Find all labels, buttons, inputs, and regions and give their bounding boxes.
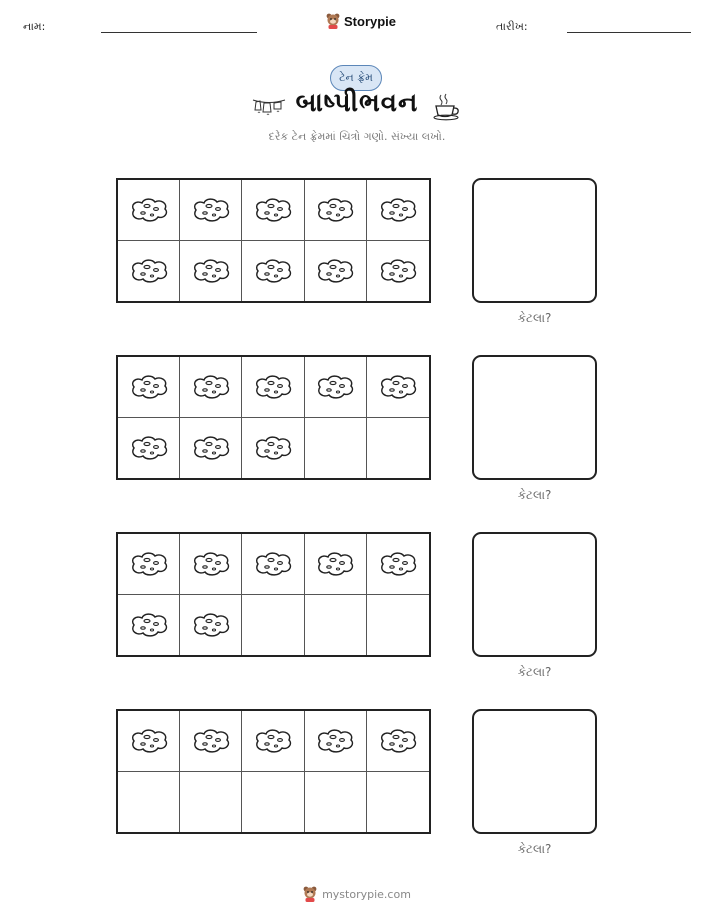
count-question: કેટલા? — [517, 842, 552, 856]
name-line[interactable] — [101, 32, 257, 33]
puddle-icon — [190, 257, 232, 285]
ten-frame-cell — [367, 241, 429, 302]
puddle-icon — [314, 373, 356, 401]
ten-frame-cell — [242, 357, 304, 418]
ten-frame-cell — [367, 534, 429, 595]
ten-frame-cell — [118, 180, 180, 241]
puddle-icon — [314, 550, 356, 578]
ten-frame-cell — [367, 711, 429, 772]
ten-frame-cell — [242, 241, 304, 302]
ten-frame-cell — [242, 534, 304, 595]
ten-frame-cell — [367, 180, 429, 241]
ten-frame-cell — [305, 418, 367, 479]
puddle-icon — [128, 257, 170, 285]
puddle-icon — [190, 196, 232, 224]
ten-frame-cell — [118, 241, 180, 302]
date-label: તારીખ: — [496, 20, 528, 33]
puddle-icon — [128, 727, 170, 755]
steaming-cup-icon — [432, 93, 462, 121]
puddle-icon — [128, 550, 170, 578]
ten-frame-cell — [305, 534, 367, 595]
date-line[interactable] — [567, 32, 691, 33]
ten-frame-cell — [305, 357, 367, 418]
ten-frame — [116, 532, 431, 657]
puddle-icon — [377, 550, 419, 578]
ten-frame-cell — [367, 418, 429, 479]
ten-frame-cell — [118, 711, 180, 772]
ten-frame — [116, 355, 431, 480]
ten-frame-cell — [118, 595, 180, 656]
count-question: કેટલા? — [517, 488, 552, 502]
answer-box[interactable] — [472, 178, 597, 303]
brand-logo — [326, 13, 396, 29]
puddle-icon — [252, 434, 294, 462]
ten-frame-cell — [305, 241, 367, 302]
ten-frame-cell — [180, 180, 242, 241]
puddle-icon — [314, 727, 356, 755]
ten-frame — [116, 709, 431, 834]
puddle-icon — [377, 257, 419, 285]
brand-name: Storypie — [344, 13, 397, 29]
puddle-icon — [190, 434, 232, 462]
ten-frame-cell — [118, 357, 180, 418]
puddle-icon — [377, 196, 419, 224]
name-label: નામ: — [23, 20, 46, 33]
ten-frame-cell — [118, 772, 180, 833]
puddle-icon — [128, 434, 170, 462]
count-question: કેટલા? — [517, 665, 552, 679]
ten-frame-cell — [305, 180, 367, 241]
puddle-icon — [128, 611, 170, 639]
ten-frame — [116, 178, 431, 303]
answer-box[interactable] — [472, 355, 597, 480]
footer — [0, 886, 714, 902]
puddle-icon — [190, 373, 232, 401]
ten-frame-cell — [180, 357, 242, 418]
ten-frame-cell — [242, 595, 304, 656]
ten-frame-cell — [180, 534, 242, 595]
ten-frame-cell — [242, 772, 304, 833]
ten-frame-cell — [242, 180, 304, 241]
footer-site[interactable]: mystorypie.com — [322, 887, 411, 901]
puddle-icon — [377, 373, 419, 401]
puddle-icon — [190, 727, 232, 755]
puddle-icon — [314, 196, 356, 224]
ten-frame-cell — [118, 418, 180, 479]
ten-frame-cell — [180, 772, 242, 833]
answer-box[interactable] — [472, 532, 597, 657]
ten-frame-cell — [242, 418, 304, 479]
bear-logo-icon — [326, 13, 340, 29]
puddle-icon — [314, 257, 356, 285]
puddle-icon — [128, 373, 170, 401]
puddle-icon — [252, 196, 294, 224]
ten-frame-cell — [180, 595, 242, 656]
ten-frame-cell — [367, 357, 429, 418]
worksheet-title: બાષ્પીભવન — [295, 88, 419, 118]
ten-frame-cell — [367, 772, 429, 833]
topic-badge: ટેન ફ્રેમ — [330, 65, 382, 91]
answer-box[interactable] — [472, 709, 597, 834]
bear-logo-icon — [303, 886, 317, 902]
ten-frame-cell — [118, 534, 180, 595]
ten-frame-cell — [242, 711, 304, 772]
ten-frame-cell — [305, 595, 367, 656]
puddle-icon — [252, 550, 294, 578]
puddle-icon — [252, 373, 294, 401]
ten-frame-cell — [180, 241, 242, 302]
ten-frame-cell — [180, 711, 242, 772]
ten-frame-cell — [305, 711, 367, 772]
puddle-icon — [128, 196, 170, 224]
puddle-icon — [190, 550, 232, 578]
puddle-icon — [190, 611, 232, 639]
count-question: કેટલા? — [517, 311, 552, 325]
ten-frame-cell — [367, 595, 429, 656]
puddle-icon — [252, 257, 294, 285]
ten-frame-cell — [180, 418, 242, 479]
ten-frame-cell — [305, 772, 367, 833]
instructions: દરેક ટેન ફ્રેમમાં ચિત્રો ગણો. સંખ્યા લખો. — [268, 130, 446, 143]
puddle-icon — [377, 727, 419, 755]
puddle-icon — [252, 727, 294, 755]
